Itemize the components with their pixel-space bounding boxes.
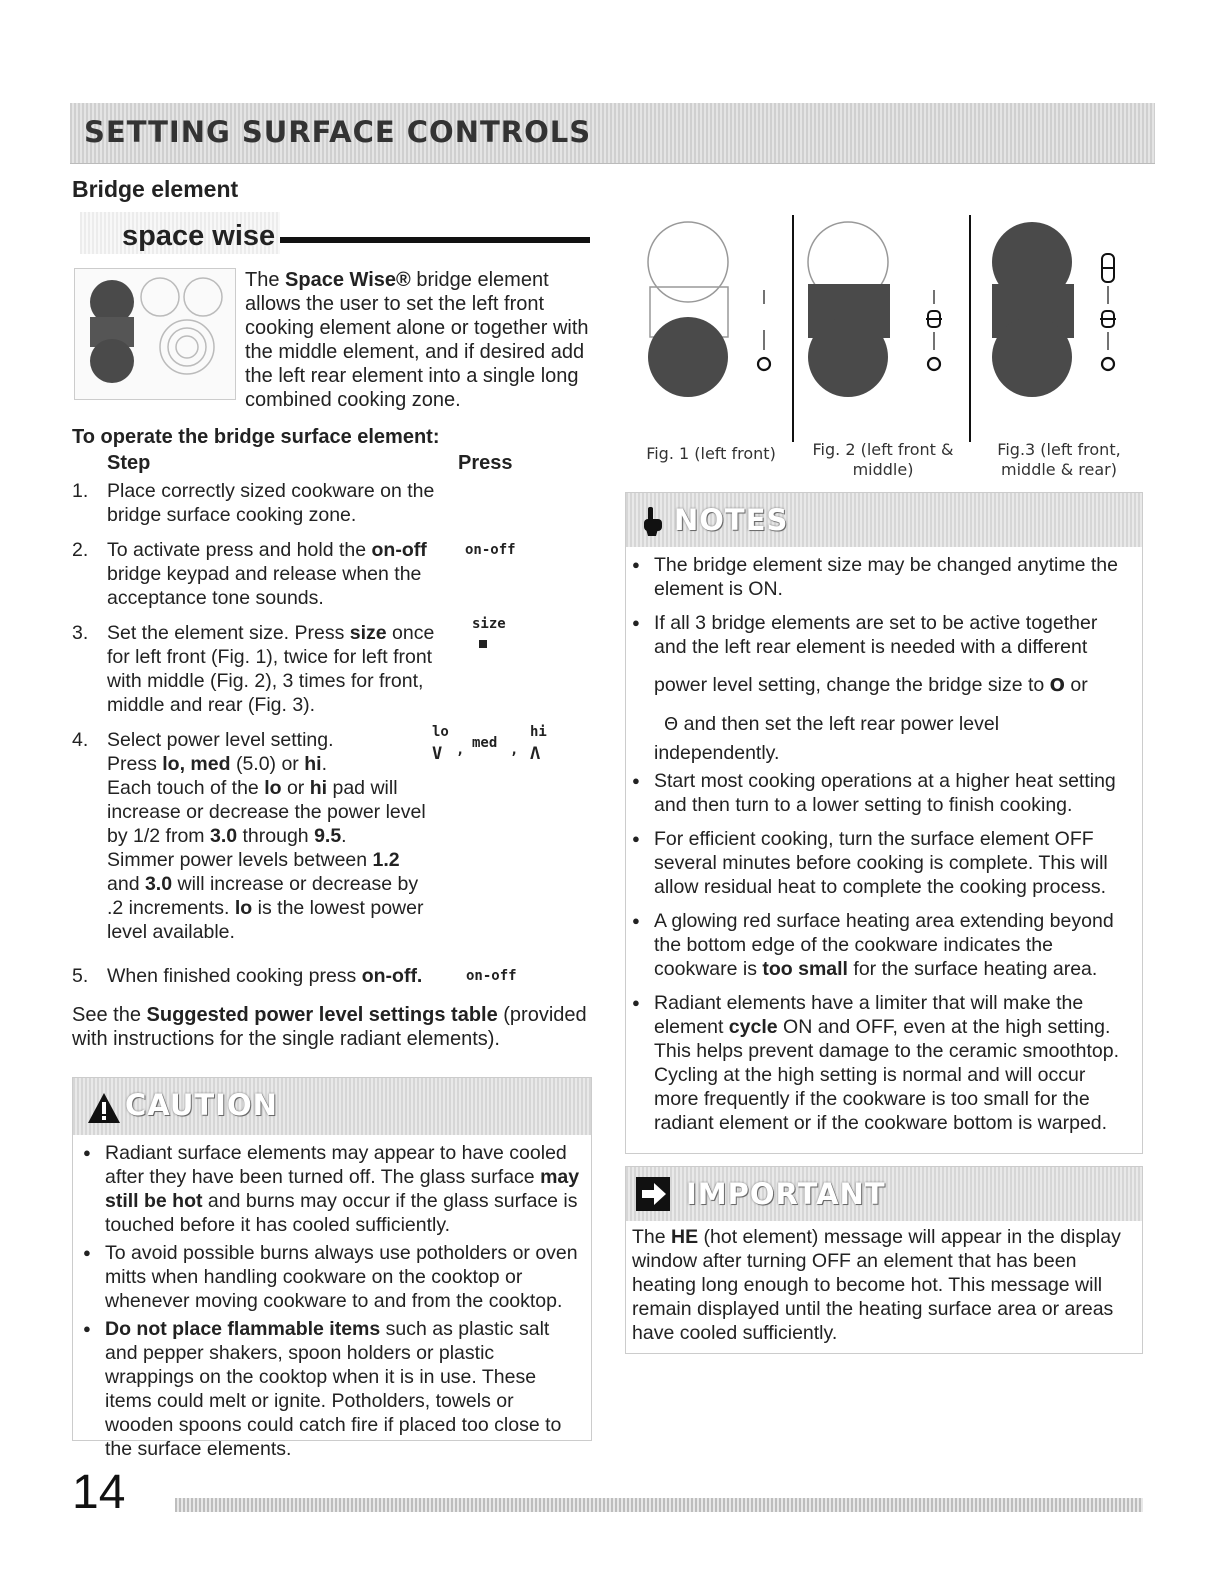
- notes-header: [626, 493, 1142, 547]
- on-off-key: on-off: [465, 542, 516, 558]
- intro-paragraph: The Space Wise® bridge element allows the user to set the left front cooking element alone or together with the middle element, and if desired add the left rear element into a single long combined cooking zone.: [245, 269, 589, 411]
- step-4: 4. Select power level setting. Press lo, med (5.0) or hi. Each touch of the lo or hi pad will increase or decrease the power level by 1/2 from 3.0 through 9.5. Simmer power levels between 1.2 and 3.0 will increase or decrease by .2 increments. lo is the lowest power level available.: [72, 729, 426, 943]
- caution-header: [73, 1078, 591, 1135]
- hi-key-label: hi: [530, 724, 547, 740]
- warning-icon: [87, 1092, 121, 1124]
- section-banner: [70, 103, 1155, 164]
- key-separator: ,: [456, 742, 465, 758]
- step-2: 2. To activate press and hold the on-off bridge keypad and release when the acceptance tone sounds.: [72, 539, 427, 609]
- page-number: 14: [72, 1466, 126, 1519]
- med-key-label: med: [472, 735, 498, 751]
- on-off-key: on-off: [466, 968, 517, 984]
- caution-box: [72, 1077, 592, 1460]
- important-text: The HE (hot element) message will appear in the display window after turning OFF an element that has been heating long enough to become hot. This message will remain displayed until the heating surface area or areas have cooled sufficiently.: [632, 1226, 1121, 1344]
- important-box: [625, 1166, 1143, 1354]
- figures: [636, 212, 1146, 497]
- step-1: 1. Place correctly sized cookware on the bridge surface cooking zone.: [72, 480, 435, 526]
- see-table-note: See the Suggested power level settings table (provided with instructions for the single radiant elements).: [72, 1004, 587, 1050]
- front-size-indicator-icon: O: [1049, 675, 1065, 696]
- footer-rule: [175, 1498, 1143, 1512]
- figure-3-caption: Fig.3 (left front, middle & rear): [997, 440, 1121, 479]
- column-step-header: Step: [107, 452, 151, 474]
- space-wise-logo: space wise: [122, 220, 276, 252]
- notes-list: [626, 547, 1142, 1135]
- list-item: ● For efficient cooking, turn the surface element OFF several minutes before cooking is complete. This will allow residual heat to complete the cooking process.: [628, 827, 1132, 899]
- size-key: size: [472, 616, 506, 632]
- list-item: ● A glowing red surface heating area extending beyond the bottom edge of the cookware indicates the cookware is too small for the surface heating area.: [628, 909, 1132, 981]
- list-item: ● To avoid possible burns always use potholders or oven mitts when handling cookware on the cooktop or whenever moving cookware to and from the cooktop.: [79, 1241, 581, 1313]
- steps-heading: To operate the bridge surface element:: [72, 426, 440, 448]
- column-press-header: Press: [458, 452, 513, 474]
- step-3: 3. Set the element size. Press size once for left front (Fig. 1), twice for left front with middle (Fig. 2), 3 times for front, middle and rear (Fig. 3).: [72, 622, 435, 716]
- list-item: ● Do not place flammable items such as plastic salt and pepper shakers, spoon holders or plastic wrappings on the cooktop when it is in use. These items could melt or ignite. Potholders, towels or wooden spoons could catch fire if placed too close to the surface elements.: [79, 1317, 581, 1461]
- up-arrow-icon: Λ: [530, 744, 541, 764]
- subheading: Bridge element: [72, 176, 239, 202]
- down-arrow-icon: V: [432, 744, 443, 764]
- list-item: ● If all 3 bridge elements are set to be active together and the left rear element is needed with a different power level setting, change the bridge size to O or Θ and then set the left rear power level independently.: [628, 611, 1132, 765]
- list-item: ● The bridge element size may be changed anytime the element is ON.: [628, 553, 1132, 601]
- figure-1-caption: Fig. 1 (left front): [646, 444, 776, 463]
- notes-box: [625, 492, 1143, 1154]
- front-middle-size-indicator-icon: Θ: [664, 714, 679, 735]
- size-key-indicator: [479, 640, 487, 648]
- brand-name: Space Wise®: [285, 269, 411, 291]
- list-item: ● Radiant elements have a limiter that will make the element cycle ON and OFF, even at the high setting. This helps prevent damage to the ceramic smoothtop. Cycling at the high setting is normal and will occur more frequently if the cookware is too small for the radiant element or if the cookware bottom is warped.: [628, 991, 1132, 1135]
- caution-list: [73, 1135, 591, 1461]
- caution-title: CAUTION: [125, 1088, 278, 1122]
- lo-key-label: lo: [432, 724, 449, 740]
- section-title: SETTING SURFACE CONTROLS: [84, 115, 592, 149]
- arrow-box-icon: [636, 1177, 670, 1211]
- list-item: ● Start most cooking operations at a higher heat setting and then turn to a lower setting to finish cooking.: [628, 769, 1132, 817]
- cooktop-illustration: [74, 268, 236, 400]
- logo-rule: [280, 237, 590, 243]
- step-5: 5. When finished cooking press on-off.: [72, 965, 423, 987]
- list-item: ● Radiant surface elements may appear to have cooled after they have been turned off. The glass surface may still be hot and burns may occur if the glass surface is touched before it has cooled sufficiently.: [79, 1141, 581, 1237]
- pointing-hand-icon: [640, 505, 666, 537]
- important-title: IMPORTANT: [686, 1177, 886, 1211]
- important-header: [626, 1167, 1142, 1221]
- key-separator: ,: [510, 742, 519, 758]
- bridge-element-diagram: [636, 212, 1146, 442]
- notes-title: NOTES: [674, 503, 789, 537]
- figure-2-caption: Fig. 2 (left front & middle): [812, 440, 954, 479]
